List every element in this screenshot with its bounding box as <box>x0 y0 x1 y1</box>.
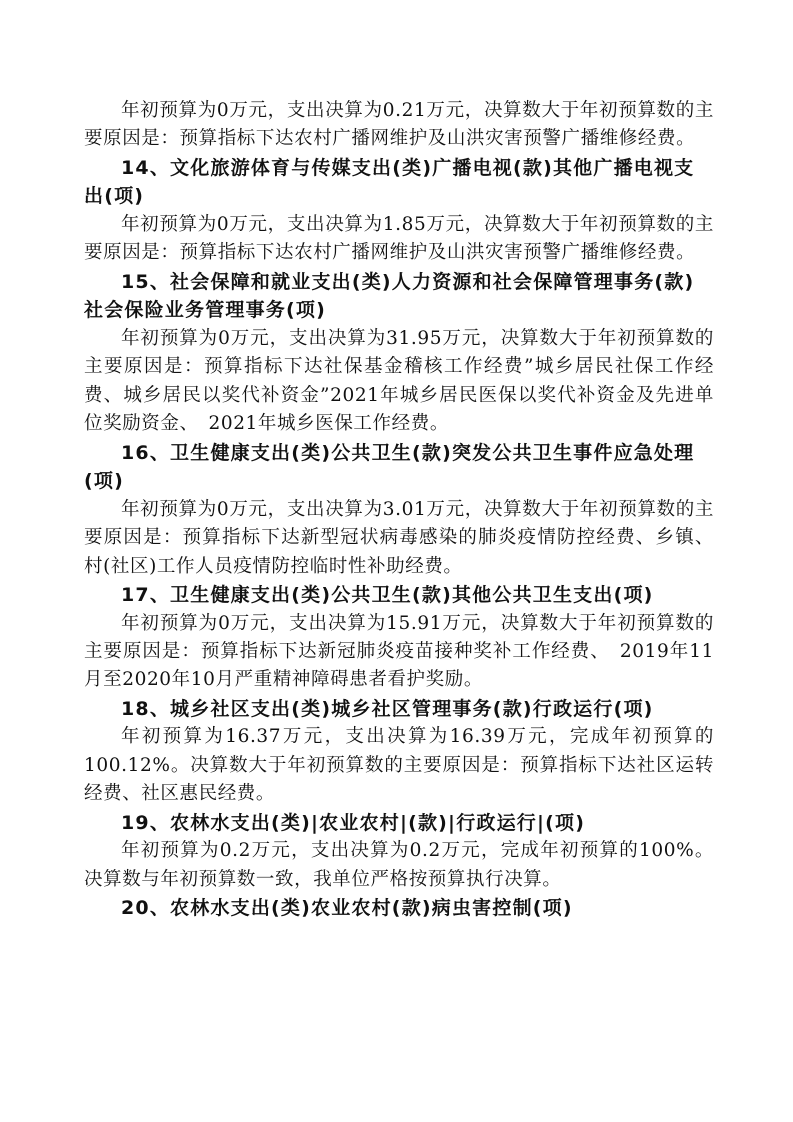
paragraph-19-explanation: 年初预算为0.2万元，支出决算为0.2万元，完成年初预算的100%。决算数与年初预算数一致，我单位严格按预算执行决算。 <box>84 840 714 890</box>
document-page <box>84 97 714 923</box>
heading-item-17: 17、卫生健康支出(类)公共卫生(款)其他公共卫生支出(项) <box>121 584 654 607</box>
paragraph-17-explanation: 年初预算为0万元，支出决算为15.91万元，决算数大于年初预算数的主要原因是：预算指标下达新冠肺炎疫苗接种奖补工作经费、 2019年11月至2020年10月严重精神障碍患者看护奖励。 <box>84 612 714 691</box>
paragraph-13-explanation: 年初预算为0万元，支出决算为0.21万元，决算数大于年初预算数的主要原因是：预算指标下达农村广播网维护及山洪灾害预警广播维修经费。 <box>84 100 714 150</box>
paragraph-14-explanation: 年初预算为0万元，支出决算为1.85万元，决算数大于年初预算数的主要原因是：预算指标下达农村广播网维护及山洪灾害预警广播维修经费。 <box>84 214 714 264</box>
paragraph-18-explanation: 年初预算为16.37万元，支出决算为16.39万元，完成年初预算的100.12%。决算数大于年初预算数的主要原因是：预算指标下达社区运转经费、社区惠民经费。 <box>84 726 714 805</box>
paragraph-16-explanation: 年初预算为0万元，支出决算为3.01万元，决算数大于年初预算数的主要原因是：预算指标下达新型冠状病毒感染的肺炎疫情防控经费、乡镇、村(社区)工作人员疫情防控临时性补助经费。 <box>84 498 714 577</box>
paragraph-15-explanation: 年初预算为0万元，支出决算为31.95万元，决算数大于年初预算数的主要原因是：预算指标下达社保基金稽核工作经费”城乡居民社保工作经费、城乡居民以奖代补资金”2021年城乡居民医保以奖代补资金及先进单位奖励资金、 2021年城乡医保工作经费。 <box>84 328 714 435</box>
heading-item-18: 18、城乡社区支出(类)城乡社区管理事务(款)行政运行(项) <box>121 697 654 720</box>
heading-item-14: 14、文化旅游体育与传媒支出(类)广播电视(款)其他广播电视支出(项) <box>84 156 695 208</box>
heading-item-15: 15、社会保障和就业支出(类)人力资源和社会保障管理事务(款)社会保险业务管理事务(项) <box>84 270 695 322</box>
heading-item-20: 20、农林水支出(类)农业农村(款)病虫害控制(项) <box>121 897 573 920</box>
heading-item-19: 19、农林水支出(类)|农业农村|(款)|行政运行|(项) <box>121 811 586 834</box>
heading-item-16: 16、卫生健康支出(类)公共卫生(款)突发公共卫生事件应急处理(项) <box>84 441 695 493</box>
